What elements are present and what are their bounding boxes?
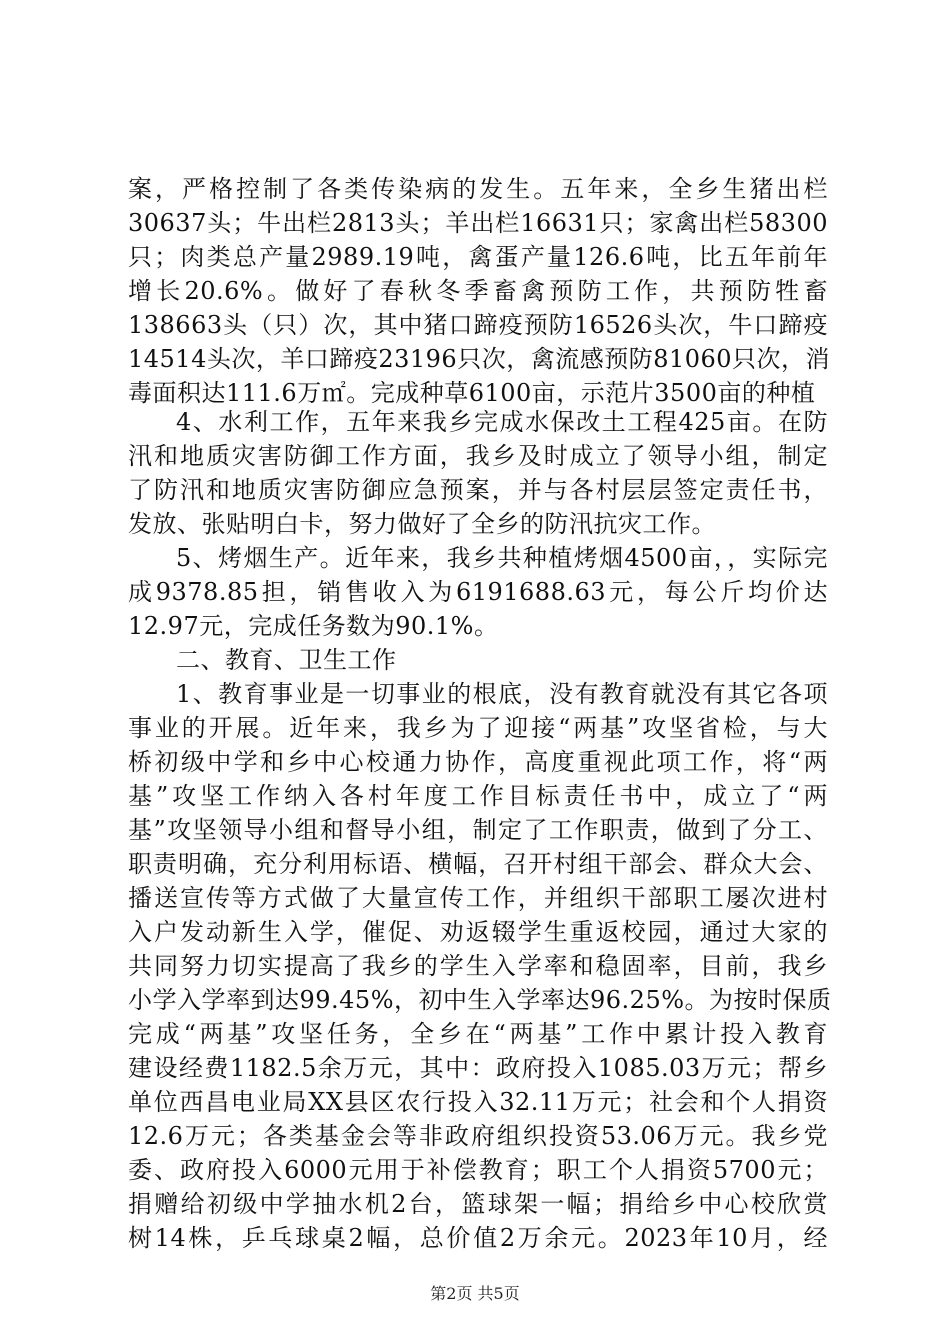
text-line: 播送宣传等方式做了大量宣传工作，并组织干部职工屡次进村	[128, 884, 828, 912]
text-line: 毒面积达111.6万㎡。完成种草6100亩，示范片3500亩的种植	[128, 379, 816, 407]
text-line: 30637头；牛出栏2813头；羊出栏16631只；家禽出栏58300	[128, 209, 828, 237]
text-line: 桥初级中学和乡中心校通力协作，高度重视此项工作，将“两	[128, 748, 828, 776]
paragraph-livestock	[128, 172, 831, 410]
text-line: 发放、张贴明白卡，努力做好了全乡的防汛抗灾工作。	[128, 510, 716, 538]
text-line: 捐赠给初级中学抽水机2台，篮球架一幅；捐给乡中心校欣赏	[128, 1190, 828, 1218]
text-line: 委、政府投入6000元用于补偿教育；职工个人捐资5700元；	[128, 1156, 828, 1184]
paragraph-main	[128, 405, 832, 1255]
page-number-footer: 第2页 共5页	[430, 1284, 520, 1303]
text-line: 1、教育事业是一切事业的根底，没有教育就没有其它各项	[176, 680, 828, 708]
text-line: 4、水利工作，五年来我乡完成水保改土工程425亩。在防	[176, 408, 828, 436]
text-line: 事业的开展。近年来，我乡为了迎接“两基”攻坚省检，与大	[128, 714, 828, 742]
text-line: 单位西昌电业局XX县区农行投入32.11万元；社会和个人捐资	[128, 1088, 828, 1116]
text-line: 基”攻坚领导小组和督导小组，制定了工作职责，做到了分工、	[128, 816, 828, 844]
text-line: 14514头次，羊口蹄疫23196只次，禽流感预防81060只次，消	[128, 345, 831, 373]
text-line: 了防汛和地质灾害防御应急预案，并与各村层层签定责任书，	[128, 476, 828, 504]
text-line: 树14株，乒乓球桌2幅，总价值2万余元。2023年10月，经	[128, 1224, 828, 1252]
section-heading: 二、教育、卫生工作	[176, 646, 397, 674]
text-line: 建设经费1182.5余万元，其中：政府投入1085.03万元；帮乡	[128, 1054, 828, 1082]
text-line: 成9378.85担，销售收入为6191688.63元，每公斤均价达	[128, 578, 828, 606]
text-line: 基”攻坚工作纳入各村年度工作目标责任书中，成立了“两	[128, 782, 828, 810]
text-line: 完成“两基”攻坚任务，全乡在“两基”工作中累计投入教育	[128, 1020, 828, 1048]
text-line: 12.97元，完成任务数为90.1%。	[128, 612, 499, 640]
text-line: 入户发动新生入学，催促、劝返辍学生重返校园，通过大家的	[128, 918, 828, 946]
text-line: 只；肉类总产量2989.19吨，禽蛋产量126.6吨，比五年前年	[128, 243, 828, 271]
text-line: 138663头（只）次，其中猪口蹄疫预防16526头次，牛口蹄疫	[128, 311, 828, 339]
text-line: 职责明确，充分利用标语、横幅，召开村组干部会、群众大会、	[128, 850, 828, 878]
text-line: 增长20.6%。做好了春秋冬季畜禽预防工作，共预防牲畜	[128, 277, 828, 305]
text-line: 12.6万元；各类基金会等非政府组织投资53.06万元。我乡党	[128, 1122, 828, 1150]
text-line: 案，严格控制了各类传染病的发生。五年来，全乡生猪出栏	[128, 175, 828, 203]
text-line: 5、烤烟生产。近年来，我乡共种植烤烟4500亩，，实际完	[176, 544, 828, 572]
text-line: 共同努力切实提高了我乡的学生入学率和稳固率，目前，我乡	[128, 952, 828, 980]
text-line: 小学入学率到达99.45%，初中生入学率达96.25%。为按时保质	[128, 986, 832, 1014]
text-line: 汛和地质灾害防御工作方面，我乡及时成立了领导小组，制定	[128, 442, 828, 470]
